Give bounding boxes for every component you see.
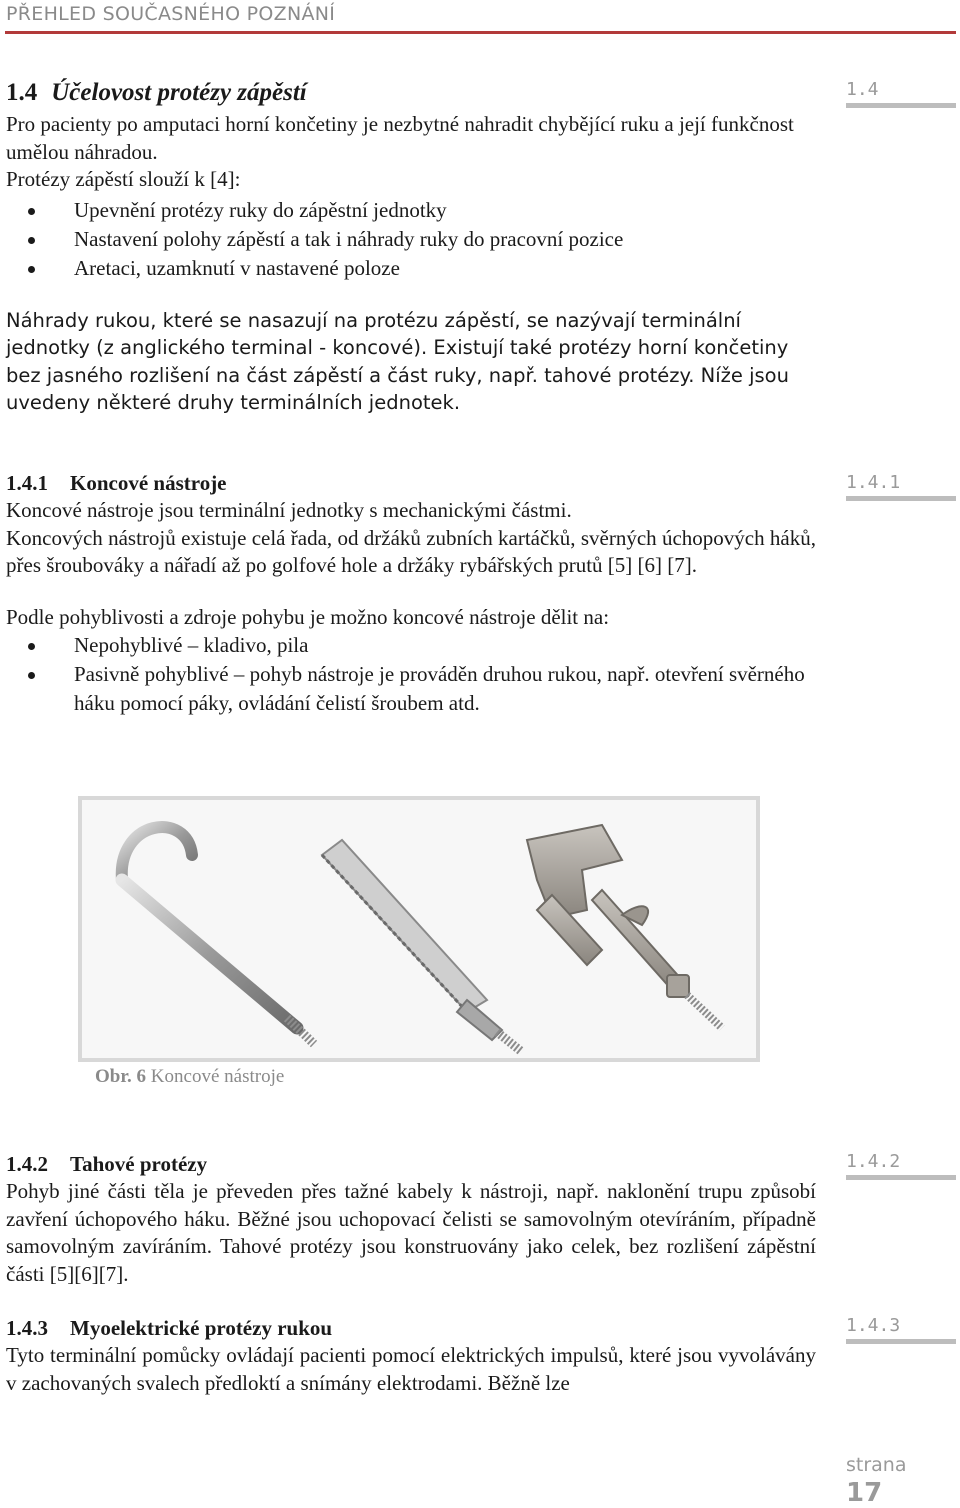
section-heading [6, 1151, 816, 1177]
page-word: strana [846, 1454, 907, 1476]
margin-bar [846, 103, 956, 108]
section-1-4 [6, 78, 816, 417]
list-item: Nastavení polohy zápěstí a tak i náhrady ruky do pracovní pozice [6, 225, 816, 254]
paragraph: Koncové nástroje jsou terminální jednotky s mechanickými částmi. [6, 498, 572, 522]
section-1-4-3 [6, 1315, 816, 1397]
section-title: Myoelektrické protézy rukou [70, 1316, 333, 1340]
caption-text: Koncové nástroje [150, 1066, 285, 1087]
page-footer [846, 1454, 907, 1508]
section-1-4-1 [6, 470, 816, 718]
section-title: Účelovost protézy zápěstí [51, 79, 307, 106]
paragraph: Koncových nástrojů existuje celá řada, od držáků zubních kartáčků, svěrných úchopových háků, přes šroubováky a nářadí až po golfové hole a držáky rybářských prutů [5] [6] [7]. [6, 525, 816, 577]
section-title: Tahové protézy [70, 1152, 208, 1176]
paragraph: Protézy zápěstí slouží k [4]: [6, 167, 241, 191]
margin-label: 1.4 [846, 79, 879, 100]
margin-label: 1.4.2 [846, 1151, 901, 1172]
figure-end-tools [78, 796, 760, 1062]
hook-icon [122, 827, 314, 1044]
margin-tag-1-4-3 [846, 1316, 956, 1344]
list-item: Upevnění protézy ruky do zápěstní jednotky [6, 196, 816, 225]
paragraph: Podle pohyblivosti a zdroje pohybu je možno koncové nástroje dělit na: [6, 604, 610, 629]
list-item: Pasivně pohyblivé – pohyb nástroje je prováděn druhou rukou, např. otevření svěrného háku pomocí páky, ovládání čelistí šroubem atd. [6, 660, 816, 718]
end-tools-illustration [82, 800, 756, 1058]
running-header: PŘEHLED SOUČASNÉHO POZNÁNÍ [6, 3, 336, 25]
section-heading [6, 470, 816, 496]
section-number: 1.4.3 [6, 1316, 48, 1340]
section-title: Koncové nástroje [70, 471, 227, 495]
figure-caption [95, 1066, 284, 1088]
margin-bar [846, 1339, 956, 1344]
section-number: 1.4.1 [6, 471, 48, 495]
section-1-4-2 [6, 1151, 816, 1288]
bullet-list [6, 631, 816, 718]
bullet-list [6, 196, 816, 283]
list-item: Nepohyblivé – kladivo, pila [6, 631, 816, 660]
margin-bar [846, 496, 956, 501]
saw-icon [322, 840, 522, 1052]
header-rule [5, 31, 956, 34]
margin-tag-1-4 [846, 80, 956, 108]
clamp-icon [527, 825, 722, 1028]
page-number: 17 [846, 1478, 883, 1508]
paragraph: Pro pacienty po amputaci horní končetiny je nezbytné nahradit chybějící ruku a její funkčnost umělou náhradou. [6, 112, 794, 164]
section-heading [6, 78, 816, 108]
margin-bar [846, 1175, 956, 1180]
caption-label: Obr. 6 [95, 1066, 147, 1087]
section-number: 1.4 [6, 79, 38, 106]
margin-tag-1-4-2 [846, 1152, 956, 1180]
margin-label: 1.4.1 [846, 472, 901, 493]
section-number: 1.4.2 [6, 1152, 48, 1176]
section-heading [6, 1315, 816, 1341]
paragraph: Pohyb jiné části těla je převeden přes tažné kabely k nástroji, např. naklonění trupu způsobí zavření úchopového háku. Běžné jsou uchopovací čelisti se samovolným otevíráním, případně samovolným zavíráním. Tahové protézy jsou konstruovány jako celek, bez rozlišení zápěstní části [5][6][7]. [6, 1179, 816, 1286]
paragraph: Tyto terminální pomůcky ovládají pacienti pomocí elektrických impulsů, které jsou vyvolávány v zachovaných svalech předloktí a snímány elektrodami. Běžně lze [6, 1343, 816, 1395]
paragraph: Náhrady rukou, které se nasazují na protézu zápěstí, se nazývají terminální jednotky (z anglického terminal - koncové). Existují také protézy horní končetiny bez jasného rozlišení na část zápěstí a část ruky, např. tahové protézy. Níže jsou uvedeny některé druhy terminálních jednotek. [6, 308, 789, 414]
margin-tag-1-4-1 [846, 473, 956, 501]
list-item: Aretaci, uzamknutí v nastavené poloze [6, 254, 816, 283]
margin-label: 1.4.3 [846, 1315, 901, 1336]
